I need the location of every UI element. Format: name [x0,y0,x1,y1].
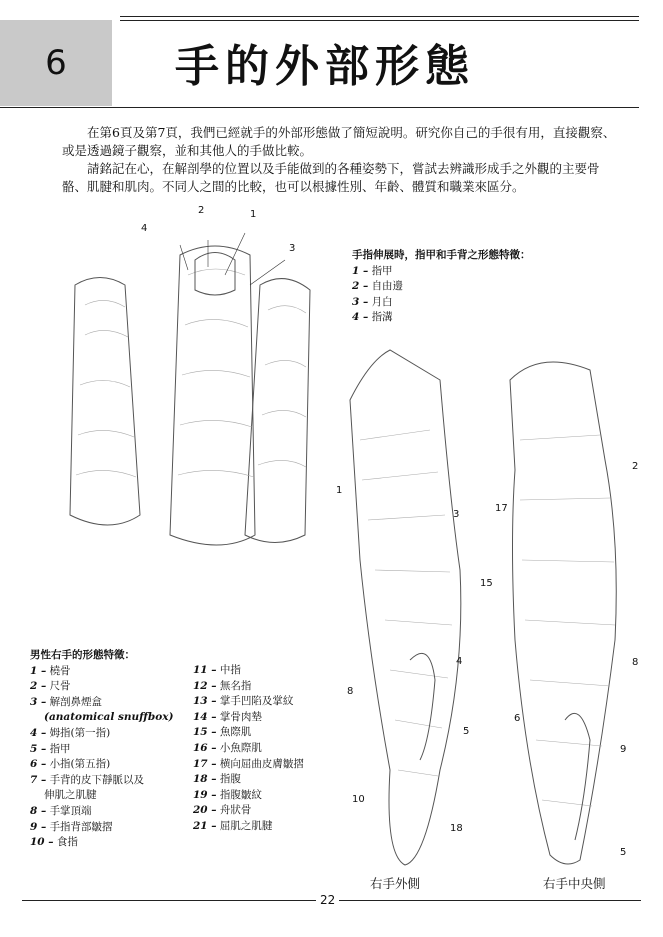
hands-illustration [330,340,650,880]
finger-label: 2 [198,205,205,216]
header-rule [120,20,639,21]
legend-item: 7 – 手背的皮下靜脈以及 [30,773,145,786]
hand-label: 5 [620,847,627,858]
hand-label: 15 [480,578,493,589]
hand-label: 8 [347,686,354,697]
intro-paragraph: 請銘記在心，在解剖學的位置以及手能做到的各種姿勢下，嘗試去辨識形成手之外觀的主要骨骼、肌腱和肌肉。不同人之間的比較，也可以根據性別、年齡、體質和職業來區分。 [62,161,600,194]
hand-legend-title: 男性右手的形態特徵： [30,649,135,661]
fingers-illustration [30,215,330,575]
legend-item: 21 – 屈肌之肌腱 [193,819,273,832]
legend-item: 20 – 舟狀骨 [193,804,252,817]
legend-item: 14 – 掌骨肉墊 [193,710,262,723]
hand-label: 1 [336,485,343,496]
intro-text [62,124,622,196]
legend-item: 12 – 無名指 [193,679,252,692]
hand-label: 6 [514,713,521,724]
caption-right-hand: 右手中央側 [543,876,606,891]
legend-item: 17 – 横向屈曲皮膚皺摺 [193,757,304,770]
hand-legend-col2 [193,663,333,835]
hand-label: 9 [620,744,627,755]
legend-item: 8 – 手掌頂端 [30,804,92,817]
legend-item: 16 – 小魚際肌 [193,741,262,754]
legend-item: 1 – 指甲 [352,264,393,277]
hand-legend-col1 [30,648,190,851]
legend-item: 10 – 食指 [30,836,78,849]
finger-label: 4 [141,223,148,234]
legend-item: 3 – 月白 [352,295,393,308]
legend-item: (anatomical snuffbox) [44,711,174,724]
page-number: 22 [316,893,339,907]
hand-label: 5 [463,726,470,737]
intro-paragraph: 在第6頁及第7頁，我們已經就手的外部形態做了簡短說明。研究你自己的手很有用，直接觀察、或是透過鏡子觀察，並和其他人的手做比較。 [62,125,616,158]
header-rule [120,16,639,17]
hand-label: 18 [450,823,463,834]
legend-item: 4 – 姆指(第一指) [30,726,111,739]
legend-item: 3 – 解剖鼻煙盒 [30,695,103,708]
legend-item: 2 – 自由邊 [352,280,404,293]
hand-label: 3 [453,509,460,520]
hand-label: 8 [632,657,639,668]
legend-item: 5 – 指甲 [30,742,71,755]
caption-left-hand: 右手外側 [370,876,421,891]
finger-legend-title: 手指伸展時，指甲和手背之形態特徵： [352,249,531,261]
legend-item: 6 – 小指(第五指) [30,758,111,771]
legend-item: 19 – 指腹皺紋 [193,788,262,801]
hand-label: 10 [352,794,365,805]
legend-item: 4 – 指溝 [352,311,393,324]
hand-label: 17 [495,503,508,514]
hand-label: 4 [456,656,463,667]
finger-label: 3 [289,243,296,254]
legend-item: 9 – 手指背部皺摺 [30,820,113,833]
legend-item: 伸肌之肌腱 [44,789,97,802]
hand-label: 2 [632,461,639,472]
legend-item: 13 – 掌手凹陷及掌紋 [193,695,294,708]
legend-item: 18 – 指腹 [193,773,241,786]
finger-label: 1 [250,209,257,220]
legend-item: 2 – 尺骨 [30,680,71,693]
page-title: 手的外部形態 [175,41,475,92]
chapter-number: 6 [0,20,112,106]
header-rule [0,107,639,108]
legend-item: 15 – 魚際肌 [193,726,252,739]
legend-item: 11 – 中指 [193,664,241,676]
legend-item: 1 – 橈骨 [30,664,71,677]
finger-legend [352,248,531,326]
